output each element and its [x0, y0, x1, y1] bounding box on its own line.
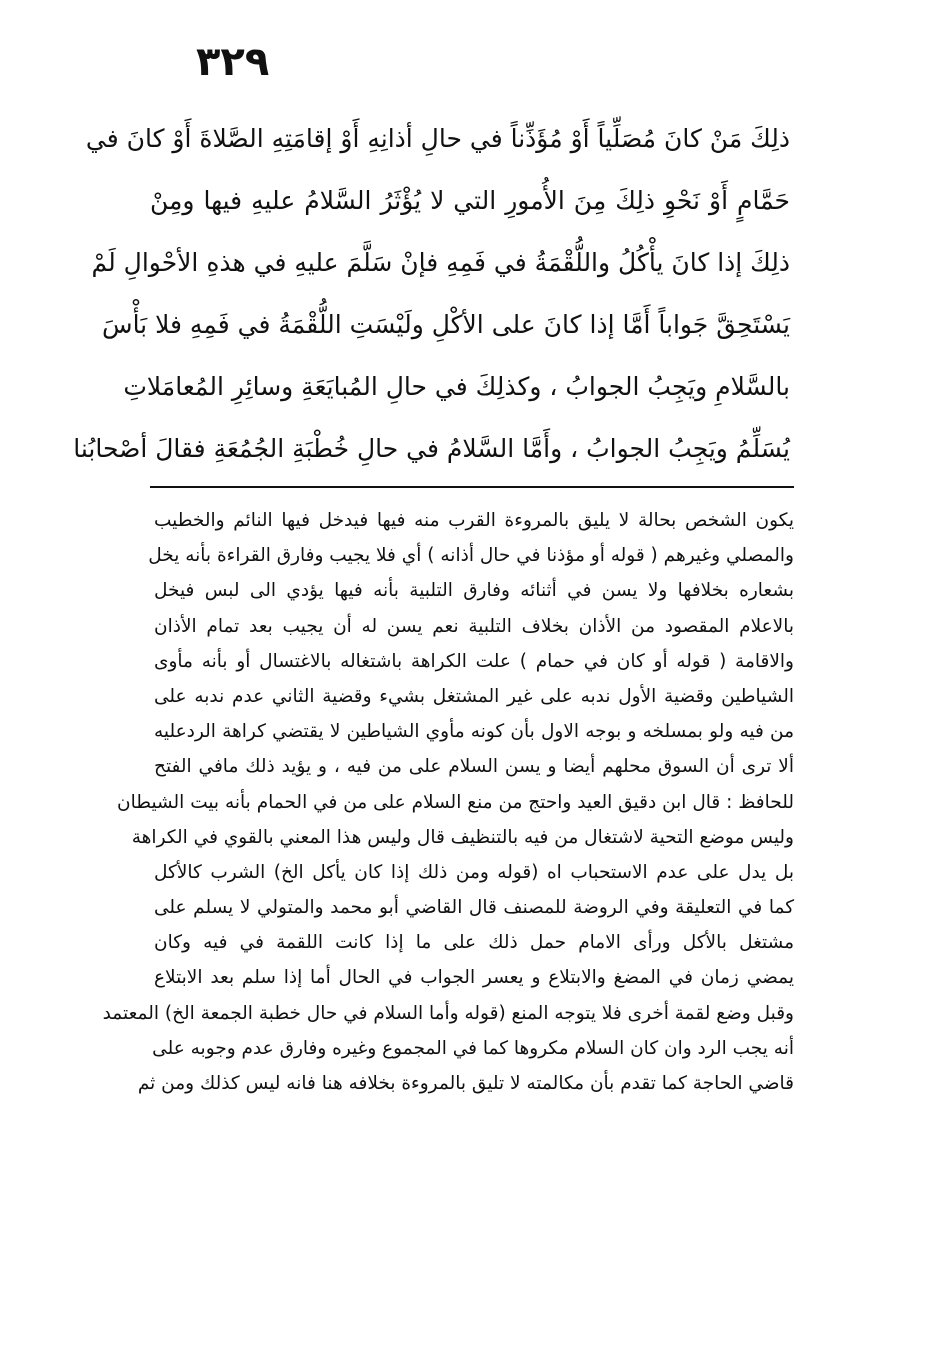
commentary-line: للحافظ : قال ابن دقيق العيد واحتج من منع السلام على من في الحمام بأنه بيت الشيطان	[117, 791, 794, 813]
commentary-line: بشعاره بخلافها ولا يسن في أثنائه وفارق التلبية بأنه فيها يؤدي الى لبس فيخل	[154, 580, 794, 602]
commentary-line: ألا ترى أن السوق محلهم أيضا و يسن السلام على من فيه ، و يؤيد ذلك مافي الفتح	[154, 756, 794, 778]
commentary-line: قاضي الحاجة كما تقدم بأن مكالمته لا تليق بالمروءة بخلافه هنا فانه ليس كذلك ومن ثم	[137, 1073, 794, 1094]
commentary-block	[102, 503, 794, 1101]
commentary-line: من فيه ولو بمسلخه و بوجه الاول بأن كونه مأوي الشياطين لا يقتضي كراهة الردعليه	[154, 721, 794, 743]
commentary-line: الشياطين وقضية الأول ندبه على غير المشتغل بشيء وقضية الثاني عدم ندبه على	[154, 685, 794, 707]
main-text-line: يَسْتَحِقَّ جَواباً أَمَّا إذا كانَ على الأكْلِ ولَيْسَتِ اللُّقْمَةُ في فَمِهِ فلا بَأْسَ	[102, 310, 790, 339]
main-text-line: ذلِكَ مَنْ كانَ مُصَلِّياً أَوْ مُؤَذِّناً في حالِ أذانِهِ أَوْ إقامَتِهِ الصَّلاةَ أَوْ كانَ في	[85, 124, 790, 153]
commentary-line: والمصلي وغيرهم ( قوله أو مؤذنا في حال أذانه ) أي فلا يجيب وفارق القراءة بأنه يخل	[148, 545, 794, 567]
commentary-line: يكون الشخص بحالة لا يليق بالمروءة القرب منه فيها فيدخل فيها النائم والخطيب	[154, 510, 794, 531]
commentary-line: مشتغل بالأكل ورأى الامام حمل ذلك على ما إذا كانت اللقمة في فيه وكان	[154, 932, 794, 954]
section-divider	[150, 486, 794, 488]
main-text-block	[73, 108, 790, 480]
page-number: ٣٢٩	[196, 39, 270, 85]
commentary-line: بالاعلام المقصود من الأذان بخلاف التلبية نعم يسن له أن يجيب بعد تمام الأذان	[154, 615, 794, 637]
main-text-line: بالسَّلامِ ويَجِبُ الجوابُ ، وكذلِكَ في حالِ المُبايَعَةِ وسائِرِ المُعامَلاتِ	[123, 372, 790, 401]
commentary-line: كما في التعليقة وفي الروضة للمصنف قال القاضي أبو محمد والمتولي لا يسلم على	[154, 897, 794, 919]
commentary-line: أنه يجب الرد وان كان السلام مكروها كما في المجموع وغيره وفارق عدم وجوبه على	[152, 1037, 794, 1059]
main-text-line: حَمَّامٍ أَوْ نَحْوِ ذلِكَ مِنَ الأُمورِ التي لا يُؤْثَرُ السَّلامُ عليهِ فيها ومِنْ	[150, 186, 790, 215]
commentary-line: والاقامة ( قوله أو كان في حمام ) علت الكراهة باشتغاله بالاغتسال أو بأنه مأوى	[154, 650, 794, 672]
main-text-line: ذلِكَ إذا كانَ يأْكُلُ واللُّقْمَةُ في فَمِهِ فإنْ سَلَّمَ عليهِ في هذهِ الأحْوالِ لَمْ	[91, 248, 790, 277]
commentary-line: بل يدل على عدم الاستحباب اه (قوله ومن ذلك إذا كان يأكل الخ) الشرب كالأكل	[154, 861, 794, 883]
commentary-line: وقبل وضع لقمة أخرى فلا يتوجه المنع (قوله وأما السلام في حال خطبة الجمعة الخ) المعتمد	[102, 1002, 794, 1024]
commentary-line: يمضي زمان في المضغ والابتلاع و يعسر الجواب في الحال أما إذا سلم بعد الابتلاع	[154, 967, 794, 989]
commentary-line: وليس موضع التحية لاشتغال من فيه بالتنظيف قال وليس هذا المعني بالقوي في الكراهة	[131, 826, 794, 848]
main-text-line: يُسَلِّمُ ويَجِبُ الجوابُ ، وأَمَّا السَّلامُ في حالِ خُطْبَةِ الجُمُعَةِ فقالَ أصْحابُنا	[73, 434, 790, 463]
